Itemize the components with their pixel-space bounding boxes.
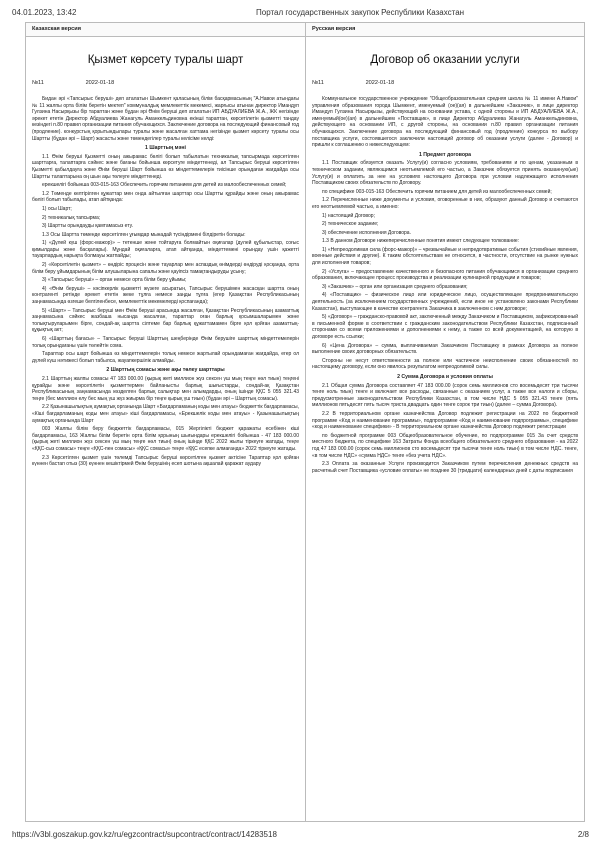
russian-paragraph: 4) «Поставщик» – физическое лицо или юридическое лицо, осуществляющее предпринимательскую деятельность (за исключением государственных учреждений, если иное не установлено законами Республики Казахстан), выступающее в качестве контрагента Заказчика в заключенном с ним договоре; xyxy=(312,292,578,312)
kazakh-paragraph: 2) техникалық тапсырма; xyxy=(42,214,101,221)
russian-contract-date: 2022-01-18 xyxy=(365,80,395,86)
kazakh-paragraph: 6) «Шарттың бағасы» – Тапсырыс беруші Шарттың шеңберінде Өнім берушіге шарттық міндеттемелерін толық орындағаны үшін төлейтін сома. xyxy=(32,336,299,349)
russian-paragraph: 6) «Цена Договора» – сумма, выплачиваемая Заказчиком Поставщику в рамках Договора за полное выполнение своих договорных обязательств. xyxy=(312,342,578,356)
kazakh-paragraph: 5) «Шарт» – Тапсырыс беруші мен Өнім беруші арасында жасалған, Қазақстан Республикасының азаматтық заңнамасына сәйкес жазбаша нысанда жасалған, тараптар оған барлық қосымшаларымен және толықтыруларымен бірге, сондай-ақ шартта сілтеме бар барлық құжаттамамен бірге қол қойған азаматтық-құқықтық акт; xyxy=(32,307,299,334)
kazakh-paragraph: 1) осы Шарт; xyxy=(42,205,72,212)
russian-paragraph: Стороны не несут ответственности за полное или частичное неисполнение своих обязанностей по настоящему договору, если оно явилось результатом непреодолимой силы. xyxy=(312,357,578,371)
kazakh-paragraph: 1.1 Өнім беруші Қызметті оның ажырамас бөлігі болып табылатын техникалық тапсырмада көрсетілген шарттарға, талаптарға сәйкес және бағаны бойынша көрсетуге міндеттенеді, ал Тапсырыс беруші көрсетілген Қызметті қабылдауға және Өнім беруші Шарт бойынша өз міндеттемелерін тиісінше орындаған жағдайда осы Шартты талаптарына оң шын ақы төлеуге міндеттенеді. xyxy=(32,153,299,180)
russian-paragraph: 1) настоящий Договор; xyxy=(322,212,375,219)
kazakh-version-header: Казахская версия xyxy=(26,23,305,37)
kazakh-paragraph: 2.1 Шарттың жалпы сомасы 47 183 000.00 (қырық жеті миллион жүз сексен үш мың теңге нөл тиын) теңгені құрайды және көрсетілетін қызметтермен байланысты барлық шығыстарды, сондай-ақ Қазақстан Республикасының заңнамасында көзделген барлық салықтар мен алымдарды, оның ішінде ҚҚС 5 055 321.43 теңге (бес миллион елу бес мың үш жүз жиырма бір теңге қырық үш тиын) (бұдан әрі – Шарттың сомасы). xyxy=(32,375,299,402)
kazakh-paragraph: 2.3 Көрсетілген қызмет үшін төлемді Тапсырыс беруші көрсетілген қызмет актісіне Тараптар қол қойған күннен бастап отыз (30) күннен кешіктірмей Өнім берушінің есеп шотына ақшалай қаражат аудару xyxy=(32,454,299,468)
kazakh-paragraph: 1.2 Төменде келтірілген құжаттар мен онда айтылған шарттар осы Шартты құрайды және оның ажырамас бөлігі болып табылады, атап айтқанда: xyxy=(32,190,299,204)
russian-contract-meta xyxy=(306,80,584,86)
russian-paragraph: по специфике 003-015-163 Обеспечить горячим питанием для детей из малообеспеченных семей; xyxy=(322,188,552,195)
russian-paragraph: по бюджетной программе 003 Общеобразовательное обучение, по подпрограмме 015 За счет средств местного бюджета, по специфике 163 Затраты Фонда всеобщего обязательного среднего образования - на 2022 год 47 183 000.00 (сорок семь миллионов сто восемьдесят три тысячи тенге ноль тиын) в том числе НДС. тенге, «в том числе НДС» «сумма НДС» тенге «без учета НДС». xyxy=(312,432,578,459)
kazakh-contract-body xyxy=(26,96,305,468)
russian-contract-number: №11 xyxy=(312,80,324,86)
kazakh-paragraph: 2) «Көрсетілетін қызмет» – өндіріс процесін және тауарлар мен аспаздық өнімдерді өндіруді қосқанда, орта білім беру ұйымдарының білім алушыларына сапалы және қауіпсіз тамақтандыруды ұсыну; xyxy=(32,262,299,275)
kazakh-contract-meta xyxy=(26,80,305,86)
russian-contract-body xyxy=(306,96,584,474)
kazakh-contract-title: Қызмет көрсету туралы шарт xyxy=(87,54,244,66)
russian-contract-title: Договор об оказании услуги xyxy=(370,54,520,66)
contract-table xyxy=(25,22,585,822)
kazakh-paragraph: Бидан әрі «Тапсырыс беруші» деп аталатын Шымкент қаласының білім басқармасының "А.Навои атындағы № 11 жалпы орта білім беретін мектеп" коммуналдық мемлекеттік мекемесі, жарғысы атынан директор Имандуп Гулзина Насырқызы бір тараптан және бұдан әрі Өнім беруші деп аталатын ИП АБДУАЛИЕВА Ж.А., ЖК негізінде әрекет ететін Директор Абдуалиева Жанагуль Аманкельдиновна екінші тараптан, көрсетілетін қызметті тандау кезіндегі п.80 правил организации питания обучающихся. Заключение договора на последующий финансовый год (продление). конкурстың қорытындылары туралы және жасалған хаттама негізінде қызмет көрсету туралы осы Шартты (бұдан әрі – Шарт) жасасты және төмендегілер туралы келісіме келді: xyxy=(32,96,299,142)
print-page-number: 2/8 xyxy=(577,830,589,839)
russian-paragraph: 2.1 Общая сумма Договора составляет 47 183 000.00 (сорок семь миллионов сто восемьдесят три тысячи тенге ноль тиын) тенге и включает все расходы, связанные с оказанием услуг, а также все налоги и сборы, предусмотренные законодательством Республики Казахстан, в том числе НДС 5 055 321.43 тенге (пять миллионов пятьдесят пять тысяч триста двадцать один тенге сорок три тиын) (далее – сумма Договора). xyxy=(312,382,578,409)
browser-print-footer xyxy=(12,830,589,839)
kazakh-section-heading: 1 Шарттың мәні xyxy=(145,145,186,152)
russian-paragraph: 3) «Заказчик» – орган или организация среднего образования; xyxy=(322,283,468,290)
kazakh-contract-number: №11 xyxy=(32,80,44,86)
print-datetime: 04.01.2023, 13:42 xyxy=(12,8,77,17)
russian-paragraph: 1.2 Перечисленные ниже документы и условия, оговоренные в них, образуют данный Договор и считаются его неотъемлемой частью, а именно: xyxy=(312,197,578,210)
russian-paragraph: 2.2 В территориальном органе казначейства Договор подлежит регистрации на 2022 по бюджетной программе «Код и наименование программы», подпрограмме «Код и наименование подпрограммы», специфике «код и наименование специфики» - В территориальном органе казначейства Договор подлежит регистрации xyxy=(312,410,578,431)
kazakh-paragraph: 003 Жалпы білім беру бюджеттік бағдарламасы, 015 Жергілікті бюджет қаражаты есебінен кіші бағдарламасы, 163 Жалпы білім беретін орта білім қорының шығындары ерекшелігі бойынша - 47 183 000.00 (қырық жеті миллион жүз сексен үш мың теңге нөл тиын) оның ішінде ҚҚС 2022 жылы тіркеуге жатады, теңге «ҚҚС-сыз сомасы» теңге «ҚҚС-пен сомасы» «ҚҚС сомасы» теңге «ҚҚС есепке алмағанда» 2022 тіркеуге жатады. xyxy=(32,426,299,452)
russian-section-heading: 1 Предмет договора xyxy=(418,151,472,158)
russian-paragraph: 5) «Договор» – гражданско-правовой акт, заключенный между Заказчиком и Поставщиком, зафиксированный в письменной форме в соответствии с гражданским законодательством Республики Казахстан, подписанный сторонами со всеми приложениями и дополнениями к нему, а также со всей документацией, на которую в договоре есть ссылки; xyxy=(312,314,578,340)
kazakh-paragraph: 3) Шартты орындауды қамтамасыз ету. xyxy=(42,223,133,230)
kazakh-paragraph: 1) «Дүлей күш (форс-мажор)» – тетенше және тойтаруға болмайтын оқиғалар (дүлей құбылыстар, соғыс қимылдары және басқалары). Мұндай оқиғаларға, атап айтқанда, міндеттемені орындау үшін қажетті тауарлардың нарықта болмауы жатпайды; xyxy=(32,240,299,260)
russian-column xyxy=(305,23,584,821)
russian-paragraph: 1.3 В данном Договоре нижеперечисленные понятия имеют следующее толкование: xyxy=(322,238,520,245)
print-page-title: Портал государственных закупок Республики Казахстан xyxy=(256,8,465,17)
browser-print-header xyxy=(12,8,589,20)
kazakh-section-heading: 2 Шарттың сомасы және ақы төлеу шарттары xyxy=(106,367,225,374)
kazakh-paragraph: 2.2 Қазынашылықтың аумақтық органында Шарт «Бағдарламаның коды мен атауы» бюджеттік бағдарламасы, «Кіші бағдарламаның коды мен атауы» кіші бағдарламасы, «Ерекшелік коды мен атауы» - Қазынашылықтың аумақтық органында Шарт xyxy=(32,404,299,424)
russian-paragraph: 1.1 Поставщик обязуется оказать Услугу(и) согласно условиям, требованиям и по ценам, указанным в техническом задании, являющимся неотъемлемой его частью, а Заказчик обязуется принять оказанную(ые) Услугу(и) и оплатить за нее на условиях настоящего Договора при условии надлежащего исполнения Поставщиком своих обязательств по Договору. xyxy=(312,160,578,187)
russian-section-heading: 2 Сумма Договора и условия оплаты xyxy=(397,373,493,380)
print-url: https://v3bl.goszakup.gov.kz/ru/egzcontract/supcontract/contract/14283518 xyxy=(12,830,277,839)
russian-paragraph: 2) «Услуга» – предоставление качественного и безопасного питания обучающимся в организации среднего образования, включающее процесс производства и реализации кулинарной продукции и товаров; xyxy=(312,268,578,282)
kazakh-paragraph: 1.3 Осы Шартта төменде көрсетілген ұғымдар мынадай түсіндірмені білдіретін болады: xyxy=(42,231,246,238)
kazakh-paragraph: Тараптар осы шарт бойынша өз міндеттемелерін толық немесе жартылай орындамаған жағдайда, егер ол дүлей күш нәтижесі болып табылса, жауапкершілік алмайды. xyxy=(32,351,299,364)
russian-paragraph: 3) обеспечение исполнения Договора. xyxy=(322,229,411,236)
russian-paragraph: 2) техническое задание; xyxy=(322,221,379,228)
kazakh-contract-date: 2022-01-18 xyxy=(85,80,115,86)
russian-version-header: Русская версия xyxy=(306,23,584,37)
kazakh-column xyxy=(26,23,305,821)
kazakh-paragraph: ерекшелігі бойынша 003-015-163 Обеспечить горячим питанием для детей из малообеспеченных семей; xyxy=(42,182,287,189)
russian-paragraph: 2.3 Оплата за оказанные Услуги производится Заказчиком путем перечисления денежных средств на расчетный счет Поставщика «условие оплаты» не позднее 30 (тридцати) календарных дней с даты подписания xyxy=(312,461,578,474)
russian-paragraph: 1) «Непреодолимая сила (форс-мажор)» – чрезвычайные и непредотвратимые события (стихийные явления, военные действия и другие). К таким обстоятельствам не относится, в частности, отсутствие на рынке нужных для исполнения товаров; xyxy=(312,246,578,267)
kazakh-paragraph: 3) «Тапсырыс беруші» – орган немесе орта білім беру ұйымы; xyxy=(42,277,187,284)
kazakh-paragraph: 4) «Өнім беруші» – кәсіпкерлік қызметті жүзеге асыратын, Тапсырыс берушімен жасасқан шартта оның контрагенті ретінде әрекет ететін жеке тұлға немесе заңды тұлға (егер Қазақстан Республикасының заңнамасында өзгеше белгіленбесе, мемлекеттік мекемелерді қоспағанда); xyxy=(32,285,299,306)
russian-paragraph: Коммунальное государственное учреждение "Общеобразовательная средняя школа № 11 имени А.Навои" управления образования города Шымкент, именуемый (ое)(ая) в дальнейшем «Заказчик», в лице директор Имандуп Гулзина Насырқызы, действующий на основании устава, с одной стороны и ИП АБДУАЛИЕВА Ж.А., именуемый(ое)(ая) в дальнейшем «Поставщик», в лице Директор Абдуалиева Жанагуль Аманкельдиновна, действующего на основании ИП, с другой стороны, на основании п.80 правил организации питания обучающихся. Заключение договора на последующий финансовый год (продление) конкурса по выбору поставщика услуги, состоявшегося заключили настоящий договор об оказании услуги (далее - Договор) и пришли к соглашению о нижеследующем: xyxy=(312,96,578,149)
